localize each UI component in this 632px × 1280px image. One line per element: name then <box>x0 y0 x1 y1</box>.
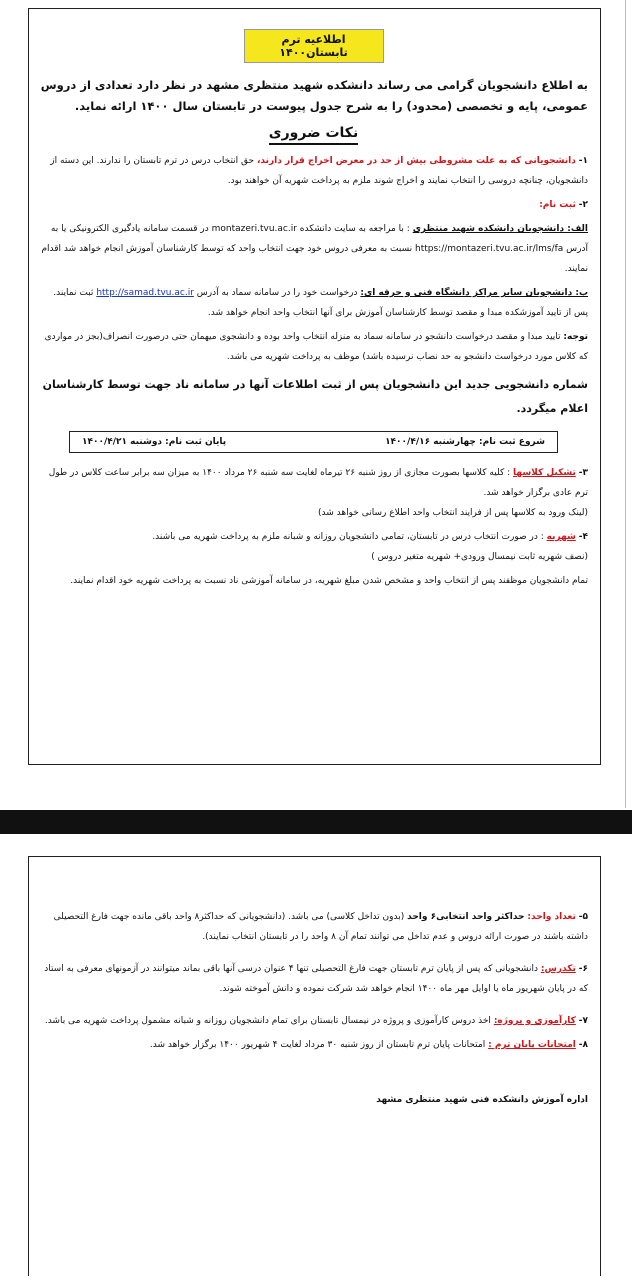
attention-label: توجه: <box>563 332 588 342</box>
item-5-label: تعداد واحد: <box>527 912 576 922</box>
item-4 <box>39 527 588 567</box>
student-number-note: شماره دانشجویی جدید این دانشجویان پس از ثبت اطلاعات آنها در سامانه ناد جهت توسط کارشناسان اعلام میگردد. <box>42 378 588 415</box>
item-8-number: ۸- <box>578 1040 588 1050</box>
registration-dates-box <box>69 431 558 453</box>
registration-end: پایان ثبت نام: دوشنبه ۱۴۰۰/۴/۲۱ <box>82 437 227 447</box>
item-3-note: (لینک ورود به کلاسها پس از فرایند انتخاب واحد اطلاع رسانی خواهد شد) <box>318 508 588 518</box>
item-2-label: ثبت نام: <box>539 200 576 210</box>
item-7-label: کارآموزی و پروژه: <box>493 1016 576 1026</box>
samad-link[interactable]: http://samad.tvu.ac.ir <box>96 288 194 298</box>
item-2-number: ۲- <box>578 200 588 210</box>
notice-title: اطلاعیه ترم تابستان۱۴۰۰ <box>244 29 384 63</box>
item-8-label: امتحانات پایان ترم : <box>488 1040 576 1050</box>
intro-paragraph: به اطلاع دانشجویان گرامی می رساند دانشکده شهید منتظری مشهد در نظر دارد تعدادی از دروس عمومی، پایه و تخصصی (محدود) را به شرح جدول پیوست در تابستان سال ۱۴۰۰ ارائه نماید. <box>40 78 588 113</box>
item-4-note: (نصف شهریه ثابت نیمسال ورودی+ شهریه متغیر دروس ) <box>371 552 588 562</box>
item-5-bold: حداکثر واحد انتخابی۶ واحد <box>407 912 525 922</box>
item-6-text: دانشجویانی که پس از پایان ترم تابستان جهت فارغ التحصیلی تنها ۴ عنوان درسی آنها باقی بماند میتوانند در آزمونهای معرفی به استاد که در پایان شهریور ماه یا اوایل مهر ماه ۱۴۰۰ انجام خواهد شد شرکت نموده و دانش آموخته شوند. <box>44 964 588 994</box>
item-3 <box>39 463 588 523</box>
notice-page-1 <box>28 8 601 765</box>
item-6-number: ۶- <box>578 964 588 974</box>
item-5-number: ۵- <box>578 912 588 922</box>
alef-text-a: : با مراجعه به سایت دانشکده <box>299 224 410 234</box>
item-4-number: ۴- <box>578 532 588 542</box>
item-5-text: (بدون تداخل کلاسی) می باشد. (دانشجویانی که حداکثر۸ واحد باقی مانده جهت فارغ التحصیلی داشته باشند در صورت ارائه دروس و عدم تداخل می توانند تمام آن ۸ واحد را در تابستان انتخاب نمایند). <box>53 912 588 942</box>
item-4-text: : در صورت انتخاب درس در تابستان، تمامی دانشجویان روزانه و شبانه ملزم به پرداخت شهریه می باشند. <box>152 532 544 542</box>
item-1-number: ۱- <box>578 156 588 166</box>
notice-page-2 <box>28 856 601 1276</box>
registration-start: شروع ثبت نام: چهارشنبه ۱۴۰۰/۴/۱۶ <box>385 437 545 447</box>
closing-note: تمام دانشجویان موظفند پس از انتخاب واحد و مشخص شدن مبلغ شهریه، در سامانه آموزشی ناد نسبت به پرداخت شهریه خود اقدام نمایند. <box>70 576 588 586</box>
item-6-label: تکدرس: <box>540 964 576 974</box>
alef-site: montazeri.tvu.ac.ir <box>211 224 297 234</box>
attention-note <box>39 327 588 367</box>
item-1 <box>39 151 588 191</box>
item-8 <box>39 1035 588 1055</box>
page-divider <box>0 810 632 834</box>
section-heading-text: نکات ضروری <box>269 125 358 145</box>
attention-text: تایید مبدا و مقصد درخواست دانشجو در سامانه سماد به منزله انتخاب واحد بوده و دانشجوی میهمان حتی درصورت انصراف(بجز در مواردی که کلاس مورد درخواست دانشجو به حد نصاب نرسیده باشد) موظف به پرداخت شهریه می باشد. <box>44 332 588 362</box>
item-5 <box>39 907 588 947</box>
item-3-number: ۳- <box>578 468 588 478</box>
item-2 <box>39 195 588 215</box>
item-3-label: تشکیل کلاسها <box>513 468 576 478</box>
alef-text-c: نسبت به معرفی دروس خود جهت انتخاب واحد که توسط کارشناسان آموزش انجام خواهد شد اقدام نمایند. <box>41 244 588 274</box>
be-text-b: ثبت نمایند. پس از تایید آموزشکده مبدا و مقصد توسط کارشناسان آموزش برای آنها انتخاب واحد انجام خواهد شد. <box>53 288 588 318</box>
registration-alef <box>39 219 588 279</box>
item-7-text: اخذ دروس کارآموزی و پروژه در نیمسال تابستان برای تمام دانشجویان روزانه و شبانه مشمول پرداخت شهریه می باشد. <box>44 1016 491 1026</box>
signature: اداره آموزش دانشکده فنی شهید منتظری مشهد <box>376 1095 588 1105</box>
alef-lms-url: https://montazeri.tvu.ac.ir/lms/fa <box>415 244 564 254</box>
item-1-text: حق انتخاب درس در ترم تابستان را ندارند. این دسته از دانشجویان، چنانچه دروسی را انتخاب نمایند و اخراج شوند ملزم به پرداخت شهریه آن خواهند بود. <box>50 156 588 186</box>
be-label: ب: دانشجویان سایر مراکز دانشگاه فنی و حرفه ای: <box>360 288 588 298</box>
page-edge-line <box>625 0 626 808</box>
item-4-label: شهریه <box>546 532 576 542</box>
registration-be <box>39 283 588 323</box>
section-heading <box>39 125 588 141</box>
item-6 <box>39 959 588 999</box>
item-8-text: امتحانات پایان ترم تابستان از روز شنبه ۳۰ مرداد لغایت ۴ شهریور ۱۴۰۰ برگزار خواهد شد. <box>149 1040 486 1050</box>
be-text-a: درخواست خود را در سامانه سماد به آدرس <box>196 288 358 298</box>
item-7 <box>39 1011 588 1031</box>
item-1-warning: دانشجویانی که به علت مشروطی بیش از حد در معرض اخراج قرار دارند، <box>257 156 576 166</box>
alef-label: الف: دانشجویان دانشکده شهید منتظری <box>412 224 588 234</box>
item-3-text: : کلیه کلاسها بصورت مجازی از روز شنبه ۲۶ تیرماه لغایت سه شنبه ۲۶ مرداد ۱۴۰۰ به میزان سه برابر ساعت کلاس در طول ترم عادی برگزار خواهد شد. <box>48 468 588 498</box>
item-7-number: ۷- <box>578 1016 588 1026</box>
alef-text-b: در قسمت سامانه یادگیری الکترونیکی یا به آدرس <box>50 224 588 254</box>
